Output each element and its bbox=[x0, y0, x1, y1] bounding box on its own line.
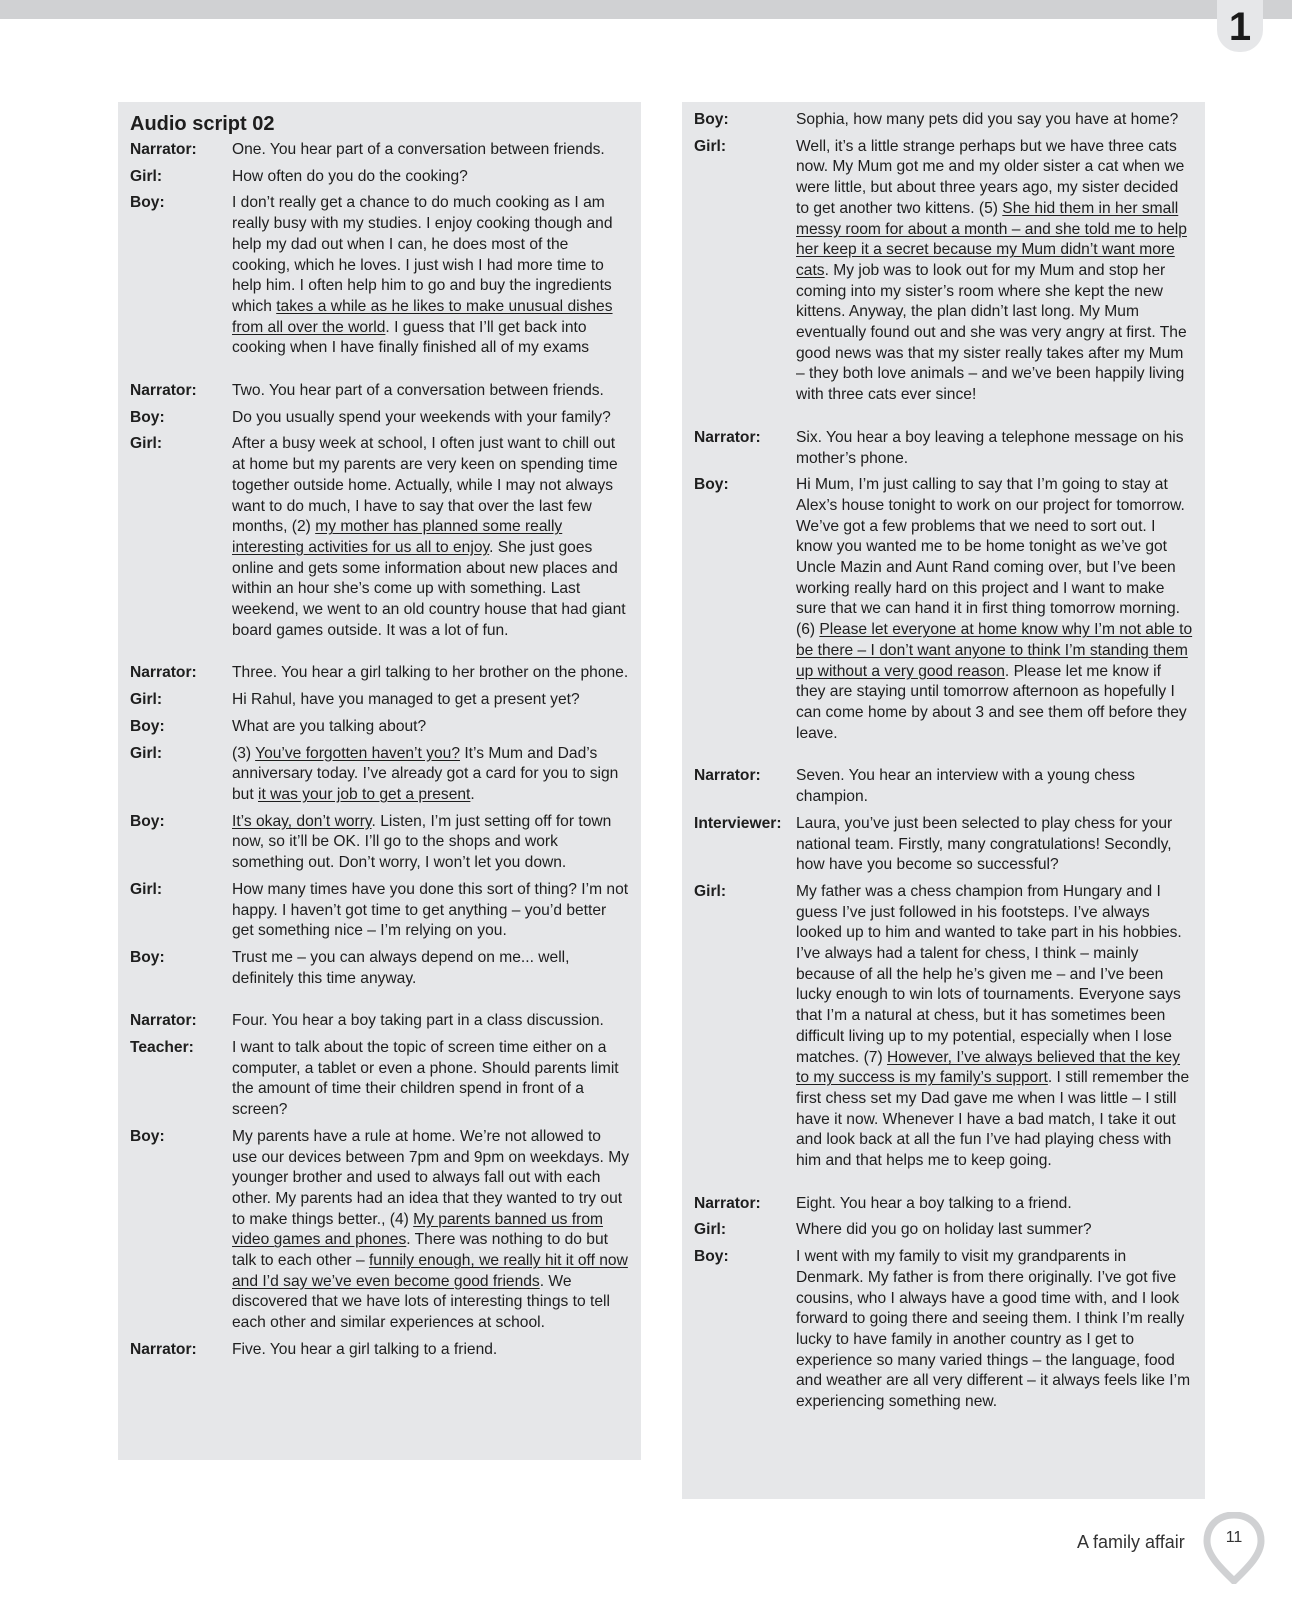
speech-text bbox=[232, 434, 629, 641]
dialogue-line bbox=[694, 137, 1193, 406]
dialogue-line bbox=[694, 1194, 1193, 1215]
speech-text bbox=[232, 381, 629, 402]
speech-text bbox=[232, 690, 629, 711]
speech-segment: My father was a chess champion from Hungary and I guess I’ve just followed in his footsteps. I’ve always looked up to him and wanted to take part in his hobbies. I’ve always had a talent for chess, I think – mainly because of all the help he’s given me – and I’ve been lucky enough to win lots of tournaments. Everyone says that I’m a natural at chess, but it has sometimes been difficult living up to my potential, especially when I lose matches. (7) bbox=[796, 882, 1182, 1066]
speech-segment: After a busy week at school, I often just want to chill out at home but my parents are very keen on spending time together outside home. Actually, while I may not always want to do much, I have to say that over the last few months, (2) bbox=[232, 435, 618, 536]
underlined-answer-text: it was your job to get a present bbox=[258, 785, 471, 803]
dialogue-line bbox=[130, 880, 629, 942]
speaker-label: Narrator: bbox=[130, 141, 197, 158]
underlined-answer-text: takes a while as he likes to make unusual dishes from all over the world bbox=[232, 297, 613, 336]
speech-segment: One. You hear part of a conversation between friends. bbox=[232, 141, 605, 158]
speech-segment: I don’t really get a chance to do much cooking as I am really busy with my studies. I enjoy cooking though and help my dad out when I can, he does most of the cooking, which he loves. I just wish I had more time to help him. I often help him to go and buy the ingredients which bbox=[232, 194, 613, 315]
speech-segment: Do you usually spend your weekends with your family? bbox=[232, 408, 611, 426]
unit-number-tab: 1 bbox=[1217, 0, 1263, 52]
speaker-label: Girl: bbox=[130, 167, 163, 185]
speaker-label: Girl: bbox=[694, 1221, 727, 1239]
speech-text bbox=[796, 428, 1193, 469]
speech-segment: Six. You hear a boy leaving a telephone message on his mother’s phone. bbox=[796, 428, 1184, 467]
dialogue-line bbox=[130, 744, 629, 806]
page-number: 11 bbox=[1225, 1529, 1243, 1546]
dialogue-line bbox=[130, 193, 629, 359]
dialogue-line bbox=[130, 717, 629, 738]
underlined-answer-text: However, I’ve always believed that the key to my success is my family’s support bbox=[796, 1048, 1180, 1087]
speech-segment: Two. You hear part of a conversation between friends. bbox=[232, 382, 604, 400]
speech-segment: . I guess that I’ll get back into cooking when I have finally finished all of my exams bbox=[232, 318, 590, 357]
dialogue-line bbox=[694, 110, 1193, 131]
speech-segment: Seven. You hear an interview with a young chess champion. bbox=[796, 767, 1135, 806]
speaker-label: Boy: bbox=[694, 111, 729, 128]
speech-segment: I want to talk about the topic of screen time either on a computer, a tablet or even a phone. Should parents limit the amount of time their children spend in front of a screen? bbox=[232, 1039, 619, 1119]
speech-segment: . She just goes online and gets some information about new places and within an hour she’s come up with something. Last weekend, we went to an old country house that had giant board games outside. It was a lot of fun. bbox=[232, 538, 626, 639]
dialogue-line bbox=[130, 1127, 629, 1334]
underlined-answer-text: my mother has planned some really interesting activities for us all to enjoy bbox=[232, 518, 563, 556]
script-column-right bbox=[682, 102, 1205, 1499]
speaker-label: Boy: bbox=[130, 1127, 165, 1145]
speech-segment: How often do you do the cooking? bbox=[232, 167, 468, 185]
speech-text bbox=[796, 1194, 1193, 1215]
speaker-label: Narrator: bbox=[130, 382, 197, 400]
underlined-answer-text: My parents banned us from video games and phones bbox=[232, 1210, 603, 1249]
speech-segment: . Listen, I’m just setting off for town now, so it’ll be OK. I’ll go to the shops and work something out. Don’t worry, I won’t let you down. bbox=[232, 812, 612, 872]
dialogue-line bbox=[130, 434, 629, 641]
dialogue-line bbox=[130, 663, 629, 684]
speech-text bbox=[796, 110, 1193, 131]
speech-segment: How many times have you done this sort of thing? I’m not happy. I haven’t got time to get anything – you’d better get something nice – I’m relying on you. bbox=[232, 880, 629, 940]
speaker-label: Narrator: bbox=[130, 664, 197, 682]
dialogue-line bbox=[130, 812, 629, 874]
speaker-label: Interviewer: bbox=[694, 814, 782, 832]
left-dialogue-list bbox=[130, 140, 629, 1361]
footer-unit-title: A family affair bbox=[1077, 1532, 1185, 1552]
speaker-label: Girl: bbox=[130, 880, 163, 898]
speaker-label: Girl: bbox=[130, 744, 163, 762]
dialogue-line bbox=[130, 167, 629, 188]
dialogue-line bbox=[694, 1247, 1193, 1413]
speaker-label: Boy: bbox=[130, 948, 165, 966]
underlined-answer-text: You’ve forgotten haven’t you? bbox=[255, 744, 461, 762]
speech-text bbox=[232, 880, 629, 942]
speaker-label: Girl: bbox=[694, 137, 727, 155]
dialogue-line bbox=[694, 814, 1193, 876]
dialogue-line bbox=[130, 1340, 629, 1361]
speaker-label: Girl: bbox=[694, 882, 727, 900]
speaker-label: Boy: bbox=[130, 812, 165, 830]
dialogue-line bbox=[694, 475, 1193, 744]
speaker-label: Girl: bbox=[130, 691, 163, 709]
speech-text bbox=[232, 167, 629, 188]
dialogue-line bbox=[130, 381, 629, 402]
speech-segment: Sophia, how many pets did you say you have at home? bbox=[796, 111, 1179, 128]
speaker-label: Narrator: bbox=[694, 1194, 761, 1212]
speech-segment: Three. You hear a girl talking to her brother on the phone. bbox=[232, 664, 629, 682]
speaker-label: Boy: bbox=[694, 1248, 729, 1266]
speaker-label: Teacher: bbox=[130, 1039, 194, 1057]
speech-segment: Hi Rahul, have you managed to get a present yet? bbox=[232, 691, 580, 709]
speech-text bbox=[796, 1247, 1193, 1413]
speech-text bbox=[796, 766, 1193, 807]
speech-text bbox=[232, 1340, 629, 1361]
underlined-answer-text: It’s okay, don’t worry bbox=[232, 812, 372, 830]
speech-segment: Where did you go on holiday last summer? bbox=[796, 1221, 1092, 1239]
dialogue-line bbox=[130, 408, 629, 429]
speech-text bbox=[796, 137, 1193, 406]
speaker-label: Narrator: bbox=[694, 767, 761, 785]
speaker-label: Boy: bbox=[694, 476, 729, 494]
dialogue-line bbox=[130, 140, 629, 161]
speech-segment: Well, it’s a little strange perhaps but we have three cats now. My Mum got me and my older sister a cat when we were little, but about three years ago, my sister decided to get another two kittens. (5) bbox=[796, 137, 1185, 217]
speech-segment: I went with my family to visit my grandparents in Denmark. My father is from there originally. I’ve got five cousins, who I always have a good time with, and I look forward to going there and seeing them. I think I’m really lucky to have family in another country as I get to experience so many varied things – the language, food and weather are all very different – it always feels like I’m experiencing something new. bbox=[796, 1248, 1191, 1411]
speech-segment: It’s Mum and Dad’s anniversary today. I’ve already got a card for you to sign but bbox=[232, 744, 619, 803]
speaker-label: Boy: bbox=[130, 408, 165, 426]
speech-segment: Eight. You hear a boy talking to a friend. bbox=[796, 1194, 1072, 1212]
speech-segment: Hi Mum, I’m just calling to say that I’m going to stay at Alex’s house tonight to work on our project for tomorrow. We’ve got a few problems that we need to sort out. I know you wanted me to be home tonight as we’ve got Uncle Mazin and Aunt Rand coming over, but I’ve been working really hard on this project and I want to make sure that we can hand it in first thing tomorrow morning. (6) bbox=[796, 476, 1185, 639]
underlined-answer-text: She hid them in her small messy room for about a month – and she told me to help her keep it a secret because my Mum didn’t want more cats bbox=[796, 199, 1187, 279]
page-marker-icon bbox=[1203, 1512, 1265, 1584]
speech-text bbox=[796, 882, 1193, 1172]
speech-text bbox=[232, 663, 629, 684]
right-dialogue-list bbox=[694, 110, 1193, 1413]
underlined-answer-text: Please let everyone at home know why I’m not able to be there – I don’t want anyone to think I’m standing them up without a very good reason bbox=[796, 621, 1193, 680]
speech-segment: . My job was to look out for my Mum and stop her coming into my sister’s room where she kept the new kittens. Anyway, the plan didn’t last long. My Mum eventually found out and she was very angry at first. The good news was that my sister really takes after my Mum – they both love animals – and we’ve been happily living with three cats ever since! bbox=[796, 261, 1187, 404]
dialogue-line bbox=[130, 948, 629, 989]
speaker-label: Boy: bbox=[130, 194, 165, 212]
speech-text bbox=[232, 1011, 629, 1032]
dialogue-line bbox=[694, 882, 1193, 1172]
speech-segment: Five. You hear a girl talking to a friend. bbox=[232, 1340, 498, 1358]
dialogue-line bbox=[130, 1011, 629, 1032]
speech-text bbox=[232, 717, 629, 738]
underlined-answer-text: funnily enough, we really hit it off now and I’d say we’ve even become good friends bbox=[232, 1252, 628, 1290]
speech-text bbox=[796, 814, 1193, 876]
speaker-label: Boy: bbox=[130, 717, 165, 735]
speech-segment: Four. You hear a boy taking part in a class discussion. bbox=[232, 1012, 604, 1030]
speech-text bbox=[232, 812, 629, 874]
speech-text bbox=[232, 408, 629, 429]
speech-text bbox=[232, 744, 629, 806]
speech-segment: Laura, you’ve just been selected to play chess for your national team. Firstly, many congratulations! Secondly, how have you become so successful? bbox=[796, 814, 1173, 874]
speech-text bbox=[232, 1038, 629, 1121]
audio-script-title: Audio script 02 bbox=[130, 113, 275, 135]
speaker-label: Narrator: bbox=[130, 1340, 197, 1358]
speech-text bbox=[232, 140, 629, 161]
speaker-label: Narrator: bbox=[694, 428, 761, 446]
speech-segment: What are you talking about? bbox=[232, 717, 427, 735]
dialogue-line bbox=[130, 1038, 629, 1121]
speaker-label: Narrator: bbox=[130, 1012, 197, 1030]
dialogue-line bbox=[694, 766, 1193, 807]
speech-segment: (3) bbox=[232, 744, 256, 762]
script-column-left bbox=[118, 102, 641, 1460]
speech-segment: . bbox=[470, 785, 475, 803]
speech-text bbox=[796, 475, 1193, 744]
dialogue-line bbox=[694, 428, 1193, 469]
speech-text bbox=[796, 1220, 1193, 1241]
speech-text bbox=[232, 193, 629, 359]
dialogue-line bbox=[130, 690, 629, 711]
speech-segment: Trust me – you can always depend on me... well, definitely this time anyway. bbox=[232, 948, 570, 987]
speech-text bbox=[232, 948, 629, 989]
speech-text bbox=[232, 1127, 629, 1334]
speech-segment: . Please let me know if they are staying until tomorrow afternoon as hopefully I can come home by about 3 and see them off before they leave. bbox=[796, 662, 1187, 742]
speech-segment: . I still remember the first chess set my Dad gave me when I was little – I still have it now. Whenever I have a bad match, I take it out and look back at all the fun I’ve had playing chess with him and that helps me to keep going. bbox=[796, 1069, 1190, 1170]
speaker-label: Girl: bbox=[130, 435, 163, 453]
speech-segment: . There was nothing to do but talk to each other – bbox=[232, 1231, 608, 1270]
speech-segment: . We discovered that we have lots of interesting things to tell each other and similar experiences at school. bbox=[232, 1272, 610, 1332]
speech-segment: My parents have a rule at home. We’re not allowed to use our devices between 7pm and 9pm on weekdays. My younger brother and used to always fall out with each other. My parents had an idea that they wanted to try out to make things better., (4) bbox=[232, 1127, 629, 1228]
top-bar bbox=[0, 0, 1292, 19]
dialogue-line bbox=[694, 1220, 1193, 1241]
